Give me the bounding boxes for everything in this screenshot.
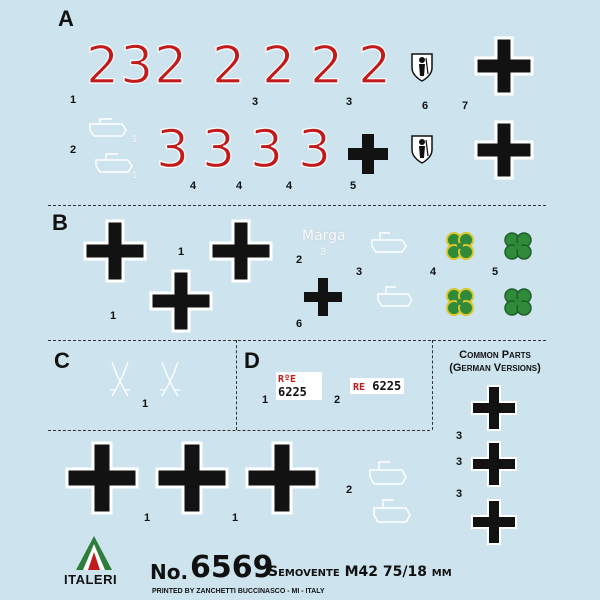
printed-by: PRINTED BY ZANCHETTI BUCCINASCO - MI - ITALY xyxy=(152,588,325,595)
balkenkreuz-icon xyxy=(346,132,390,176)
crossed-sabres-icon xyxy=(108,360,132,400)
red-number-3: 3 xyxy=(298,120,333,180)
tank-outline-icon xyxy=(374,282,418,308)
four-leaf-clover-icon xyxy=(500,228,536,264)
tank-outline-icon xyxy=(368,228,412,254)
decal-label: 3 xyxy=(456,488,463,500)
red-number-3: 3 xyxy=(250,120,285,180)
balkenkreuz-icon xyxy=(208,218,274,284)
decal-label: 3 xyxy=(356,266,363,278)
common-parts-subtitle: (German Versions) xyxy=(449,362,541,374)
divider-c-d xyxy=(236,340,237,430)
decal-label: 5 xyxy=(492,266,499,278)
decal-label: 1 xyxy=(178,246,185,258)
red-number-2: 2 xyxy=(358,36,393,96)
balkenkreuz-icon xyxy=(470,440,518,488)
decal-label: 3 xyxy=(456,456,463,468)
italeri-brand: ITALERI xyxy=(64,572,118,587)
balkenkreuz-icon xyxy=(148,268,214,334)
decal-label: 4 xyxy=(236,180,243,192)
decal-label: 2 xyxy=(346,484,353,496)
plate-number: 6225 xyxy=(372,379,402,393)
decal-label: 1 xyxy=(262,394,269,406)
decal-label: 1 xyxy=(142,398,149,410)
license-plate-vertical xyxy=(276,372,322,400)
decal-label: 3 xyxy=(252,96,259,108)
tank-outline-icon xyxy=(366,456,414,486)
decal-label: 1 xyxy=(232,512,239,524)
common-parts-title: Common Parts xyxy=(459,349,531,361)
divider-d-common xyxy=(432,340,433,430)
section-d-letter: D xyxy=(244,348,260,373)
decal-label: 3 xyxy=(456,430,463,442)
decal-label: 1 xyxy=(70,94,77,106)
shield-emblem-icon xyxy=(410,134,434,164)
four-leaf-clover-icon xyxy=(500,284,536,320)
decal-label: 2 xyxy=(334,394,341,406)
section-c-letter: C xyxy=(54,348,70,373)
red-number-232: 232 xyxy=(86,36,189,96)
italeri-logo-icon xyxy=(74,534,114,572)
decal-label: 2 xyxy=(296,254,303,266)
shield-emblem-icon xyxy=(410,52,434,82)
red-number-3: 3 xyxy=(202,120,237,180)
balkenkreuz-icon xyxy=(64,440,140,516)
balkenkreuz-icon xyxy=(470,384,518,432)
decal-label: 1 xyxy=(144,512,151,524)
decal-label: 6 xyxy=(422,100,429,112)
red-number-2: 2 xyxy=(212,36,247,96)
license-plate-horizontal xyxy=(350,378,404,394)
balkenkreuz-icon xyxy=(244,440,320,516)
decal-label: 4 xyxy=(190,180,197,192)
red-number-2: 2 xyxy=(310,36,345,96)
kit-name: Semovente M42 75/18 mm xyxy=(268,564,452,580)
tank-outline-small-label: 1 xyxy=(132,134,138,145)
four-leaf-clover-icon xyxy=(442,228,478,264)
tank-outline-icon xyxy=(370,494,418,524)
balkenkreuz-icon xyxy=(302,276,344,318)
plate-prefix: RE xyxy=(353,382,366,393)
crossed-sabres-icon xyxy=(158,360,182,400)
section-a-letter: A xyxy=(58,6,74,31)
balkenkreuz-icon xyxy=(82,218,148,284)
tank-outline-icon xyxy=(86,116,134,138)
marga-number: 3 xyxy=(320,246,327,258)
decal-label: 1 xyxy=(110,310,117,322)
balkenkreuz-icon xyxy=(154,440,230,516)
decal-label: 4 xyxy=(286,180,293,192)
red-number-2: 2 xyxy=(262,36,297,96)
kit-number: 6569 xyxy=(190,550,274,585)
divider-c-bottom xyxy=(48,430,430,431)
decal-label: 6 xyxy=(296,318,303,330)
decal-label: 2 xyxy=(70,144,77,156)
plate-number: 6225 xyxy=(278,385,307,399)
balkenkreuz-icon xyxy=(472,118,536,182)
section-b-letter: B xyxy=(52,210,68,235)
divider-b-c xyxy=(48,340,546,341)
decal-label: 4 xyxy=(430,266,437,278)
decal-label: 5 xyxy=(350,180,357,192)
red-number-3: 3 xyxy=(156,120,191,180)
decal-label: 3 xyxy=(346,96,353,108)
marga-name: Marga xyxy=(302,228,346,244)
plate-prefix: RºE xyxy=(278,374,297,385)
tank-outline-small-label: 1 xyxy=(132,170,138,181)
kit-number-prefix: No. xyxy=(150,560,189,584)
balkenkreuz-icon xyxy=(472,34,536,98)
balkenkreuz-icon xyxy=(470,498,518,546)
decal-label: 7 xyxy=(462,100,469,112)
divider-a-b xyxy=(48,205,546,206)
four-leaf-clover-icon xyxy=(442,284,478,320)
